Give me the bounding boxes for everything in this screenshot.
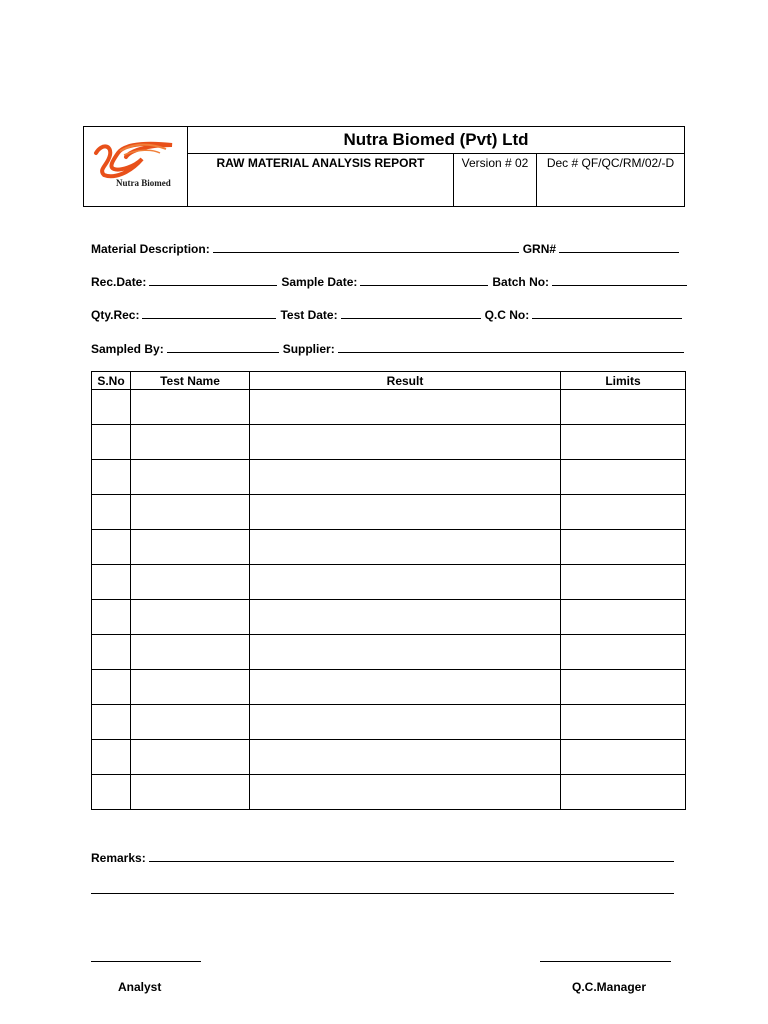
table-row — [92, 390, 686, 425]
rec-date-label: Rec.Date: — [91, 275, 147, 289]
table-row — [92, 635, 686, 670]
sno-cell[interactable] — [92, 495, 131, 530]
column-header-sno: S.No — [92, 372, 131, 390]
test-name-cell[interactable] — [131, 600, 250, 635]
limits-cell[interactable] — [561, 635, 686, 670]
sampled-by-label: Sampled By: — [91, 342, 164, 356]
test-name-cell[interactable] — [131, 425, 250, 460]
rec-date-field[interactable] — [149, 273, 277, 286]
qty-rec-label: Qty.Rec: — [91, 308, 140, 322]
table-row — [92, 740, 686, 775]
table-row — [92, 530, 686, 565]
column-header-limits: Limits — [561, 372, 686, 390]
results-table-body — [92, 390, 686, 810]
analyst-signature-line[interactable] — [91, 961, 201, 962]
test-date-label: Test Date: — [280, 308, 338, 322]
column-header-test-name: Test Name — [131, 372, 250, 390]
supplier-label: Supplier: — [282, 342, 335, 356]
sno-cell[interactable] — [92, 740, 131, 775]
limits-cell[interactable] — [561, 460, 686, 495]
table-row — [92, 495, 686, 530]
test-name-cell[interactable] — [131, 635, 250, 670]
result-cell[interactable] — [250, 460, 561, 495]
results-table — [91, 371, 686, 810]
result-cell[interactable] — [250, 600, 561, 635]
limits-cell[interactable] — [561, 600, 686, 635]
grn-label: GRN# — [522, 242, 557, 256]
test-name-cell[interactable] — [131, 460, 250, 495]
limits-cell[interactable] — [561, 495, 686, 530]
sno-cell[interactable] — [92, 775, 131, 810]
result-cell[interactable] — [250, 775, 561, 810]
limits-cell[interactable] — [561, 530, 686, 565]
result-cell[interactable] — [250, 530, 561, 565]
logo-cell — [84, 127, 188, 206]
limits-cell[interactable] — [561, 425, 686, 460]
remarks-field[interactable] — [149, 849, 674, 862]
batch-no-label: Batch No: — [492, 275, 550, 289]
limits-cell[interactable] — [561, 775, 686, 810]
document-number: Dec # QF/QC/RM/02/-D — [546, 156, 675, 170]
form-row-dates — [91, 273, 691, 289]
sno-cell[interactable] — [92, 390, 131, 425]
table-row — [92, 705, 686, 740]
qc-no-field[interactable] — [532, 306, 682, 319]
company-name: Nutra Biomed (Pvt) Ltd — [188, 127, 684, 154]
sno-cell[interactable] — [92, 705, 131, 740]
analyst-label: Analyst — [118, 980, 162, 994]
result-cell[interactable] — [250, 635, 561, 670]
company-logo — [90, 141, 180, 181]
sno-cell[interactable] — [92, 670, 131, 705]
result-cell[interactable] — [250, 390, 561, 425]
qc-no-label: Q.C No: — [484, 308, 530, 322]
test-name-cell[interactable] — [131, 775, 250, 810]
sample-date-field[interactable] — [360, 273, 488, 286]
remarks-field-continued[interactable] — [91, 893, 674, 894]
sno-cell[interactable] — [92, 600, 131, 635]
test-name-cell[interactable] — [131, 670, 250, 705]
report-title: RAW MATERIAL ANALYSIS REPORT — [188, 154, 454, 206]
qc-manager-signature-line[interactable] — [540, 961, 671, 962]
result-cell[interactable] — [250, 670, 561, 705]
material-description-field[interactable] — [213, 240, 519, 253]
table-row — [92, 565, 686, 600]
remarks-row — [91, 849, 678, 865]
table-row — [92, 425, 686, 460]
test-name-cell[interactable] — [131, 390, 250, 425]
sno-cell[interactable] — [92, 565, 131, 600]
sno-cell[interactable] — [92, 425, 131, 460]
form-row-sampled — [91, 340, 688, 356]
table-header-row — [92, 372, 686, 390]
remarks-label: Remarks: — [91, 851, 146, 865]
limits-cell[interactable] — [561, 740, 686, 775]
table-row — [92, 460, 686, 495]
form-row-qty — [91, 306, 686, 322]
result-cell[interactable] — [250, 425, 561, 460]
grn-field[interactable] — [559, 240, 679, 253]
test-name-cell[interactable] — [131, 565, 250, 600]
batch-no-field[interactable] — [552, 273, 687, 286]
sno-cell[interactable] — [92, 530, 131, 565]
table-row — [92, 775, 686, 810]
limits-cell[interactable] — [561, 565, 686, 600]
limits-cell[interactable] — [561, 670, 686, 705]
supplier-field[interactable] — [338, 340, 684, 353]
limits-cell[interactable] — [561, 390, 686, 425]
logo-text: Nutra Biomed — [116, 178, 171, 188]
test-date-field[interactable] — [341, 306, 481, 319]
material-description-label: Material Description: — [91, 242, 210, 256]
table-row — [92, 600, 686, 635]
test-name-cell[interactable] — [131, 740, 250, 775]
result-cell[interactable] — [250, 740, 561, 775]
test-name-cell[interactable] — [131, 705, 250, 740]
table-row — [92, 670, 686, 705]
form-row-material — [91, 240, 683, 256]
limits-cell[interactable] — [561, 705, 686, 740]
test-name-cell[interactable] — [131, 530, 250, 565]
sample-date-label: Sample Date: — [281, 275, 358, 289]
result-cell[interactable] — [250, 565, 561, 600]
test-name-cell[interactable] — [131, 495, 250, 530]
document-header — [83, 126, 685, 207]
sno-cell[interactable] — [92, 460, 131, 495]
sampled-by-field[interactable] — [167, 340, 279, 353]
qc-manager-label: Q.C.Manager — [572, 980, 647, 994]
version-number: Version # 02 — [454, 154, 537, 206]
sno-cell[interactable] — [92, 635, 131, 670]
column-header-result: Result — [250, 372, 561, 390]
qty-rec-field[interactable] — [142, 306, 276, 319]
result-cell[interactable] — [250, 495, 561, 530]
result-cell[interactable] — [250, 705, 561, 740]
